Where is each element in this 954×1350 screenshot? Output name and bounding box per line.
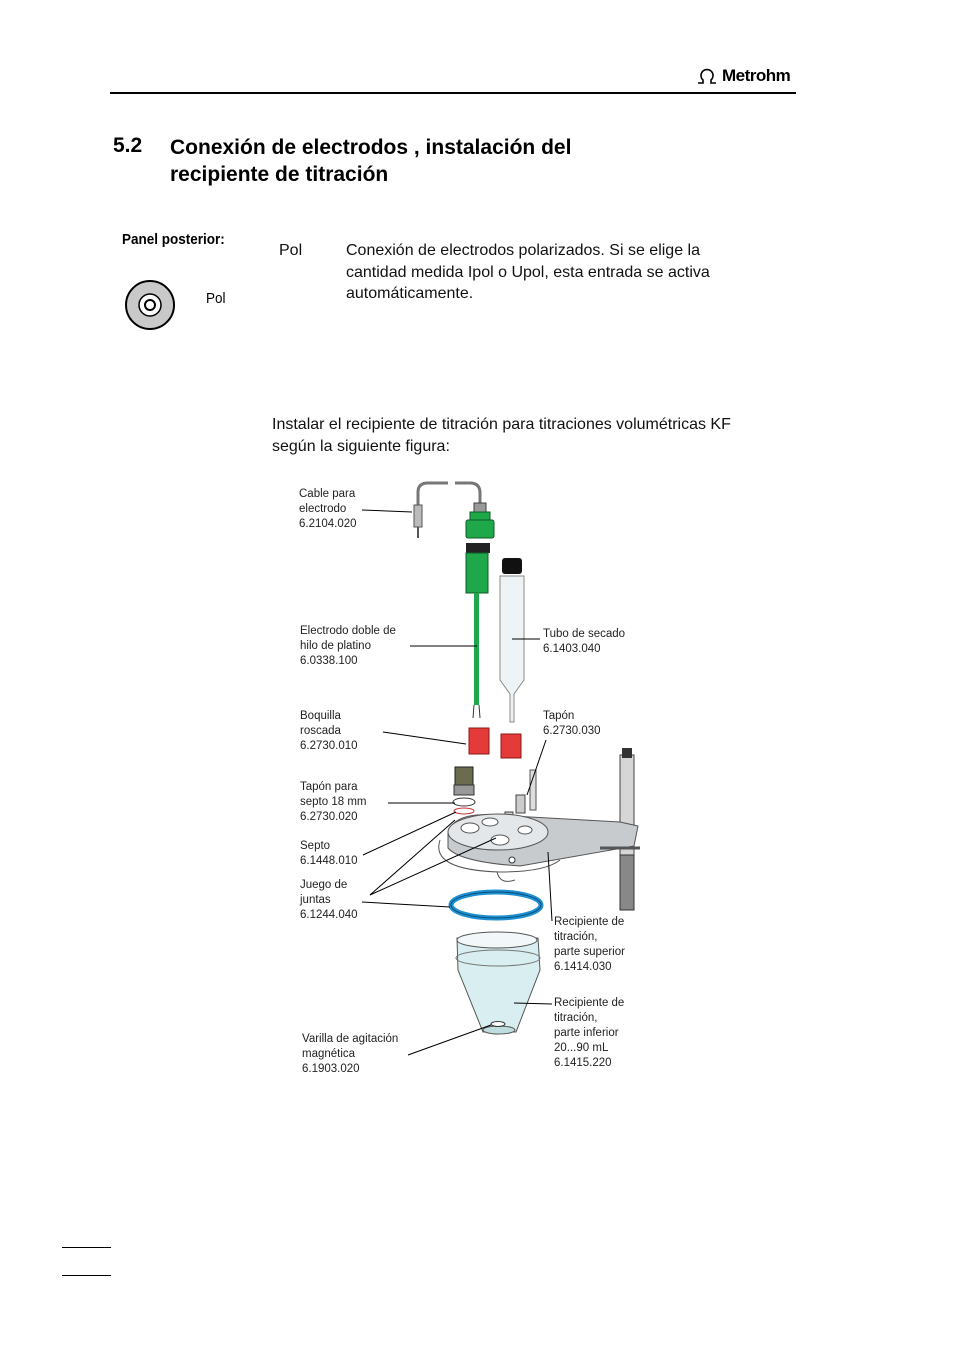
label-vessel-upper: [554, 915, 625, 975]
label-line: 6.1448.010: [300, 855, 358, 867]
label-septum-stopper: [300, 780, 366, 825]
label-threaded-nipple: [300, 709, 358, 754]
label-line: Septo: [300, 840, 331, 852]
label-line: 6.1414.030: [554, 961, 612, 973]
label-electrode: [300, 624, 396, 669]
label-line: Tubo de secado: [543, 628, 626, 640]
label-line: hilo de platino: [300, 640, 371, 652]
septum-stopper-drawing: [453, 767, 475, 814]
label-line: septo 18 mm: [300, 796, 367, 808]
label-line: 6.1415.220: [554, 1057, 612, 1069]
label-line: 6.0338.100: [300, 655, 358, 667]
label-line: Recipiente de: [554, 916, 625, 928]
label-line: 20...90 mL: [554, 1042, 609, 1054]
section-number: 5.2: [113, 134, 143, 157]
label-line: 6.2730.020: [300, 811, 358, 823]
label-septum: [300, 839, 358, 869]
pol-term: Pol: [279, 242, 303, 259]
brand-name: Metrohm: [722, 66, 791, 85]
threaded-nipple-drawing: [469, 728, 489, 754]
label-line: 6.1903.020: [302, 1063, 360, 1075]
label-line: parte superior: [554, 946, 625, 958]
footer-rule-top: [62, 1247, 111, 1248]
panel-label: Panel posterior:: [122, 231, 225, 248]
label-line: titración,: [554, 1012, 598, 1024]
label-line: Varilla de agitación: [302, 1033, 399, 1045]
electrode-drawing: [466, 512, 494, 718]
section-title-line2: recipiente de titración: [170, 163, 389, 186]
label-line: Tapón: [543, 710, 575, 722]
vessel-lower-drawing: [456, 932, 540, 1034]
vessel-lid-drawing: [439, 814, 640, 881]
label-line: titración,: [554, 931, 598, 943]
label-stopper: [543, 709, 601, 739]
socket-label: Pol: [206, 290, 226, 307]
label-line: Electrodo doble de: [300, 625, 396, 637]
label-line: 6.1244.040: [300, 909, 358, 921]
pol-desc-line1: Conexión de electrodos polarizados. Si se elige la: [346, 242, 700, 259]
footer-rule-bottom: [62, 1275, 111, 1276]
label-line: Boquilla: [300, 710, 341, 722]
drying-tube-drawing: [500, 558, 524, 722]
label-line: roscada: [300, 725, 341, 737]
label-line: Juego de: [300, 879, 348, 891]
label-line: 6.2730.030: [543, 725, 601, 737]
label-line: electrodo: [299, 503, 347, 515]
section-title-line1: Conexión de electrodos , instalación del: [170, 136, 572, 159]
label-cable: [299, 487, 357, 532]
label-line: parte inferior: [554, 1027, 619, 1039]
label-line: 6.2104.020: [299, 518, 357, 530]
label-line: magnética: [302, 1048, 356, 1060]
pol-desc-line2: cantidad medida Ipol o Upol, esta entrada se activa: [346, 263, 710, 281]
stopper-drawing: [501, 734, 521, 758]
label-line: Recipiente de: [554, 997, 625, 1009]
label-line: 6.1403.040: [543, 643, 601, 655]
label-vessel-lower: [554, 996, 624, 1071]
pol-desc-line3: automáticamente.: [346, 285, 474, 302]
label-seal-set: [300, 878, 358, 923]
label-line: Cable para: [299, 488, 356, 500]
label-line: 6.2730.010: [300, 740, 358, 752]
label-drying-tube: [543, 627, 625, 657]
label-line: Tapón para: [300, 781, 358, 793]
install-line1: Instalar el recipiente de titración para titraciones volumétricas KF: [272, 416, 731, 433]
label-line: juntas: [300, 894, 331, 906]
o-ring-outline: [451, 892, 541, 918]
install-line2: según la siguiente figura:: [272, 437, 450, 455]
label-stir-bar: [302, 1032, 398, 1077]
